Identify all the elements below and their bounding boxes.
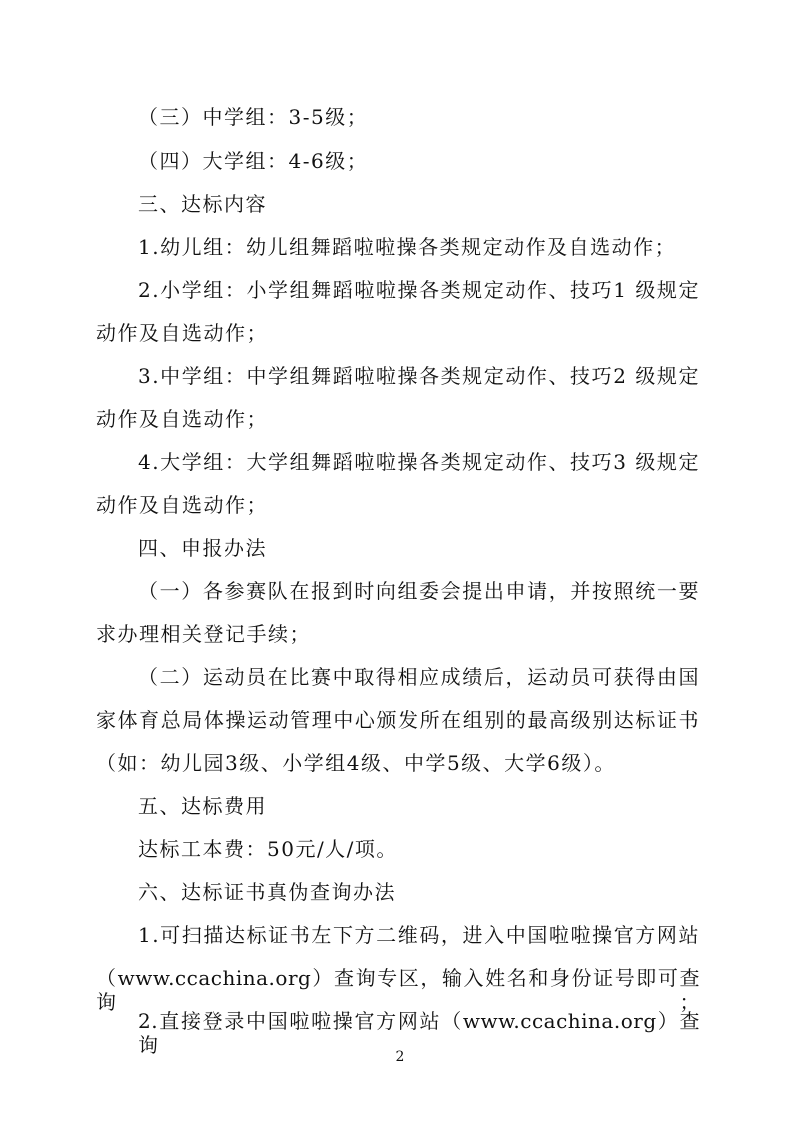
section-heading: 四、申报办法	[138, 536, 267, 560]
text-line: 求办理相关登记手续；	[96, 622, 311, 646]
section-heading: 五、达标费用	[138, 794, 267, 818]
text-line: （二）运动员在比赛中取得相应成绩后，运动员可获得由国	[138, 665, 700, 689]
text-line: 动作及自选动作；	[96, 321, 268, 345]
text-line: （如：幼儿园3级、小学组4级、中学5级、大学6级）。	[96, 751, 616, 775]
section-heading: 三、达标内容	[138, 192, 267, 216]
text-line: 2.小学组：小学组舞蹈啦啦操各类规定动作、技巧1 级规定	[138, 278, 700, 302]
section-heading: 六、达标证书真伪查询办法	[138, 880, 396, 904]
text-line: 1.可扫描达标证书左下方二维码，进入中国啦啦操官方网站	[138, 923, 700, 947]
text-line: 家体育总局体操运动管理中心颁发所在组别的最高级别达标证书	[96, 708, 700, 732]
text-line: （三）中学组：3-5级；	[138, 105, 369, 129]
page-number: 2	[395, 1049, 405, 1065]
text-line: 动作及自选动作；	[96, 493, 268, 517]
text-line: （一）各参赛队在报到时向组委会提出申请，并按照统一要	[138, 579, 700, 603]
text-line: 4.大学组：大学组舞蹈啦啦操各类规定动作、技巧3 级规定	[138, 450, 700, 474]
text-line: 2.直接登录中国啦啦操官方网站（www.ccachina.org）查询	[138, 1009, 700, 1057]
text-line: 达标工本费：50元/人/项。	[138, 837, 398, 861]
text-line: （四）大学组：4-6级；	[138, 149, 369, 173]
text-line: 1.幼儿组：幼儿组舞蹈啦啦操各类规定动作及自选动作；	[138, 235, 677, 259]
text-line: 动作及自选动作；	[96, 407, 268, 431]
text-line: （www.ccachina.org）查询专区，输入姓名和身份证号即可查询；	[96, 966, 700, 1014]
text-line: 3.中学组：中学组舞蹈啦啦操各类规定动作、技巧2 级规定	[138, 364, 700, 388]
